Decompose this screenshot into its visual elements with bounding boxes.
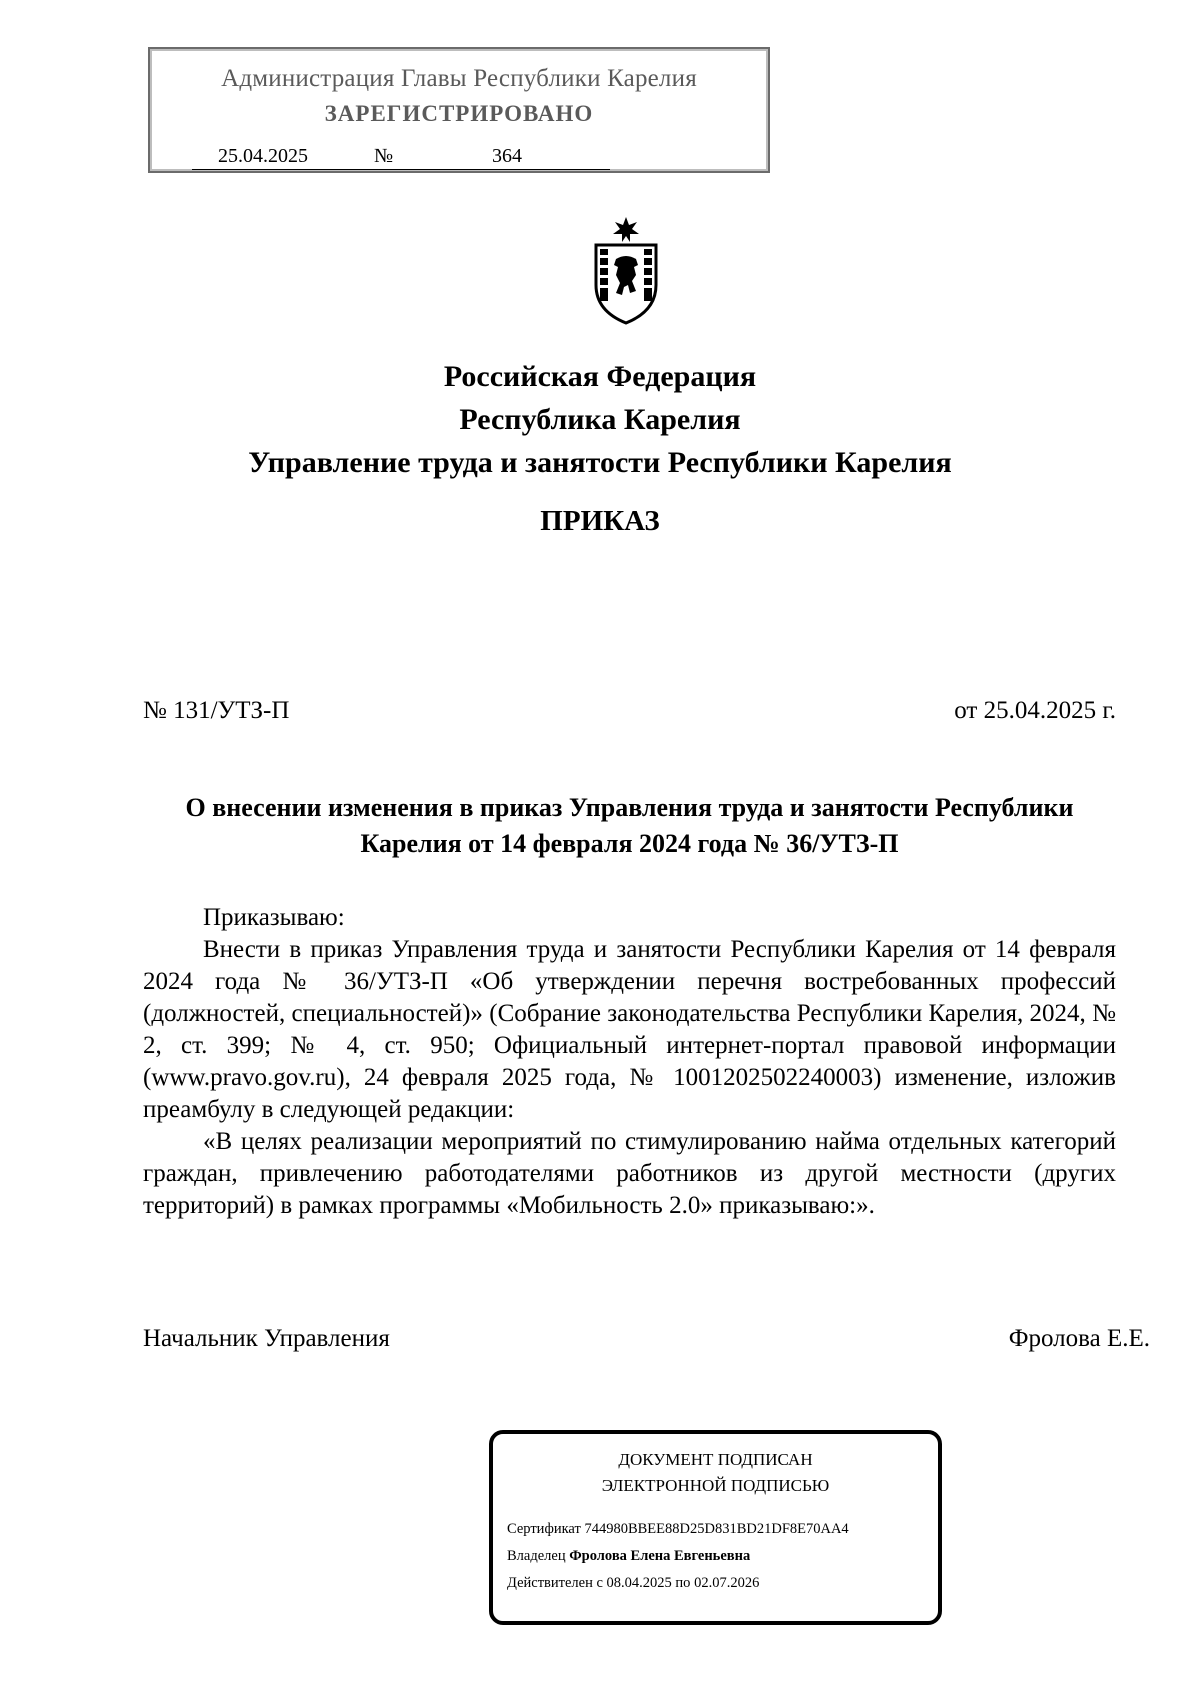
esig-valid-label: Действителен с (507, 1575, 603, 1591)
stamp-date-row (192, 145, 610, 170)
document-subject (143, 790, 1116, 862)
stamp-number: 364 (492, 145, 522, 167)
subject-line-1: О внесении изменения в приказ Управления труда и занятости Республики (185, 793, 1074, 822)
body-paragraph-2: Внести в приказ Управления труда и занятости Республики Карелия от 14 февраля 2024 года № 36/УТЗ-П «Об утверждении перечня востребованных профессий (должностей, специальностей)» (Собрание законодательства Республики Карелия, 2024, № 2, ст. 399; № 4, ст. 950; Официальный интернет-портал правовой информации (www.pravo.gov.ru), 24 февраля 2025 года, № 1001202502240003) изменение, изложив преамбулу в следующей редакции: (143, 936, 1116, 1123)
esig-valid-from: 08.04.2025 (606, 1575, 672, 1591)
document-body (143, 902, 1116, 1222)
esig-valid-to-label: по (675, 1575, 691, 1591)
body-paragraph-3: «В целях реализации мероприятий по стимулированию найма отдельных категорий граждан, привлечению работодателями работников из другой местности (других территорий) в рамках программы «Мобильность 2.0» приказываю:». (143, 1128, 1116, 1219)
registration-stamp (148, 47, 770, 173)
signer-name: Фролова Е.Е. (1008, 1325, 1150, 1352)
karelia-coat-of-arms-icon (582, 215, 670, 325)
stamp-date: 25.04.2025 (218, 145, 308, 167)
electronic-signature-stamp (489, 1430, 942, 1625)
esig-certificate-row (507, 1521, 849, 1538)
esig-owner-label: Владелец (507, 1548, 566, 1564)
document-type: ПРИКАЗ (540, 505, 660, 537)
esig-cert-label: Сертификат (507, 1521, 581, 1537)
body-paragraph-1: Приказываю: (203, 904, 345, 931)
header-country: Российская Федерация (443, 360, 757, 393)
stamp-organization: Администрация Главы Республики Карелия (221, 65, 697, 92)
esig-validity-row (507, 1575, 759, 1592)
header-agency: Управление труда и занятости Республики Карелия (248, 446, 952, 479)
esig-owner-row (507, 1548, 750, 1565)
stamp-number-label: № (374, 145, 394, 167)
document-number: № 131/УТЗ-П (143, 697, 290, 724)
stamp-status: ЗАРЕГИСТРИРОВАНО (324, 101, 594, 126)
signer-position: Начальник Управления (143, 1325, 390, 1352)
subject-line-2: Карелия от 14 февраля 2024 года № 36/УТЗ-П (360, 829, 899, 858)
document-date: от 25.04.2025 г. (954, 697, 1116, 724)
esig-heading-1: ДОКУМЕНТ ПОДПИСАН (618, 1450, 813, 1469)
esig-cert-value: 744980BBEE88D25D831BD21DF8E70AA4 (584, 1521, 849, 1537)
esig-owner-value: Фролова Елена Евгеньевна (569, 1548, 751, 1564)
esig-heading-2: ЭЛЕКТРОННОЙ ПОДПИСЬЮ (601, 1476, 830, 1495)
header-region: Республика Карелия (459, 403, 741, 436)
document-header (0, 355, 1200, 484)
esig-valid-to: 02.07.2026 (694, 1575, 760, 1591)
